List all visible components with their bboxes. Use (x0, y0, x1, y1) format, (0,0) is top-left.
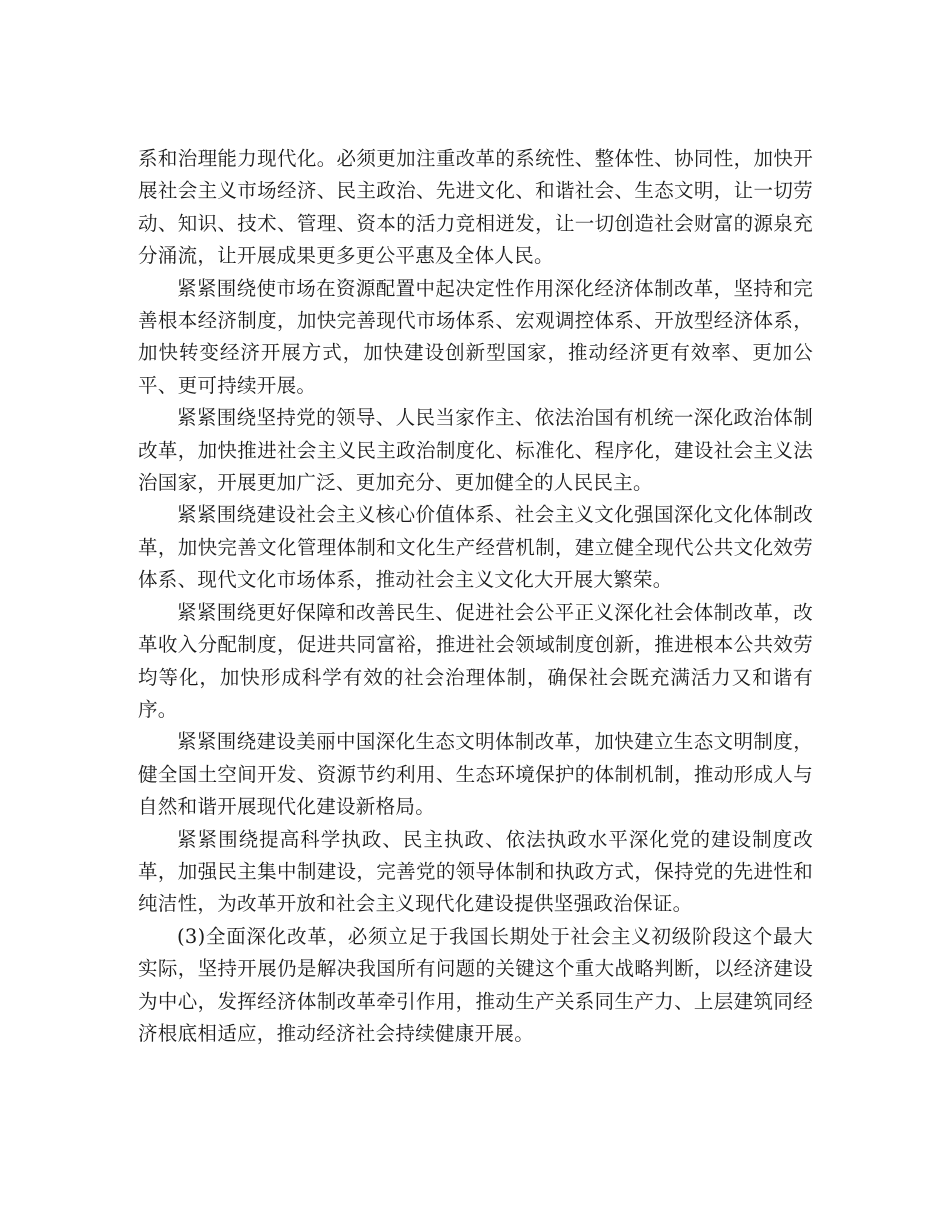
paragraph-section-3: (3)全面深化改革，必须立足于我国长期处于社会主义初级阶段这个最大实际，坚持开展仍是解决我国所有问题的关键这个重大战略判断，以经济建设为中心，发挥经济体制改革牵引作用，推动生产关系同生产力、上层建筑同经济根底相适应，推动经济社会持续健康开展。 (138, 924, 813, 1045)
paragraph-cultural-reform: 紧紧围绕建设社会主义核心价值体系、社会主义文化强国深化文化体制改革，加快完善文化管理体制和文化生产经营机制，建立健全现代公共文化效劳体系、现代文化市场体系，推动社会主义文化大开展大繁荣。 (138, 503, 813, 592)
paragraph-social-reform: 紧紧围绕更好保障和改善民生、促进社会公平正义深化社会体制改革，改革收入分配制度，促进共同富裕，推进社会领域制度创新，推进根本公共效劳均等化，加快形成科学有效的社会治理体制，确保社会既充满活力又和谐有序。 (138, 600, 813, 721)
paragraph-political-reform: 紧紧围绕坚持党的领导、人民当家作主、依法治国有机统一深化政治体制改革，加快推进社会主义民主政治制度化、标准化、程序化，建设社会主义法治国家，开展更加广泛、更加充分、更加健全的人民民主。 (138, 406, 813, 495)
paragraph-continuation: 系和治理能力现代化。必须更加注重改革的系统性、整体性、协同性，加快开展社会主义市场经济、民主政治、先进文化、和谐社会、生态文明，让一切劳动、知识、技术、管理、资本的活力竞相迸发，让一切创造社会财富的源泉充分涌流，让开展成果更多更公平惠及全体人民。 (138, 147, 813, 268)
paragraph-economic-reform: 紧紧围绕使市场在资源配置中起决定性作用深化经济体制改革，坚持和完善根本经济制度，加快完善现代市场体系、宏观调控体系、开放型经济体系，加快转变经济开展方式，加快建设创新型国家，推动经济更有效率、更加公平、更可持续开展。 (138, 276, 813, 397)
document-body (138, 143, 813, 1050)
paragraph-party-reform: 紧紧围绕提高科学执政、民主执政、依法执政水平深化党的建设制度改革，加强民主集中制建设，完善党的领导体制和执政方式，保持党的先进性和纯洁性，为改革开放和社会主义现代化建设提供坚强政治保证。 (138, 827, 813, 916)
paragraph-ecological-reform: 紧紧围绕建设美丽中国深化生态文明体制改革，加快建立生态文明制度，健全国土空间开发、资源节约利用、生态环境保护的体制机制，推动形成人与自然和谐开展现代化建设新格局。 (138, 730, 813, 819)
